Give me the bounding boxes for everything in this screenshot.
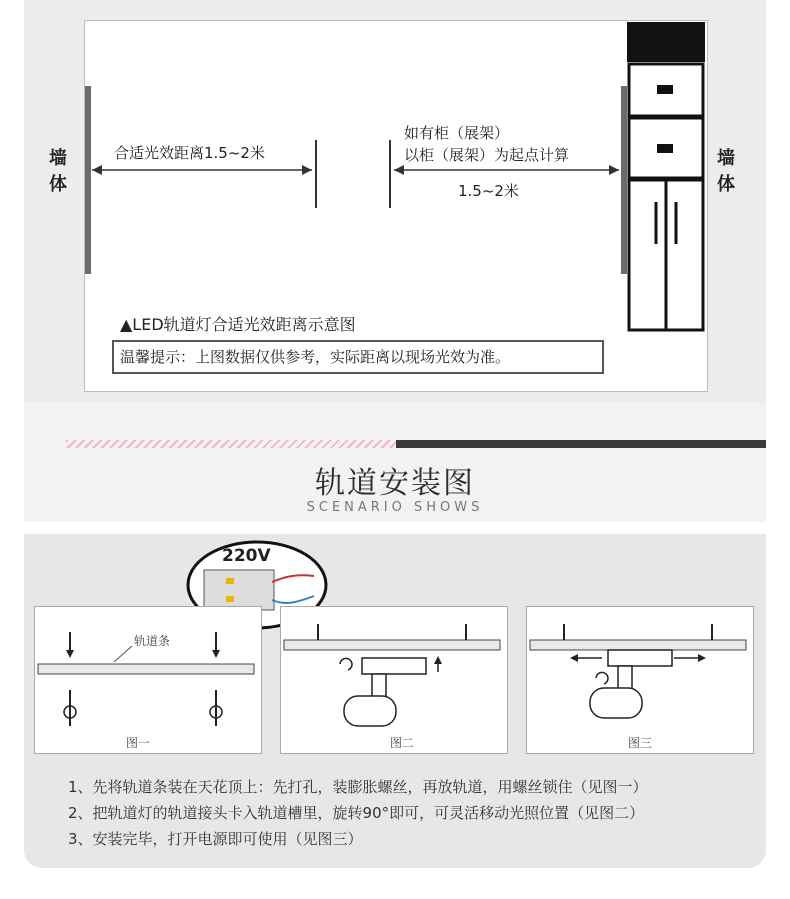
cabinet-note-line1: 如有柜（展架） xyxy=(404,124,510,142)
dark-bar-divider xyxy=(396,440,766,448)
figure-2-caption: 图二 xyxy=(390,736,415,750)
section-title: 轨道安装图 xyxy=(315,466,475,501)
rail-label: 轨道条 xyxy=(134,634,171,648)
section-subtitle: SCENARIO SHOWS xyxy=(306,500,484,515)
step-1: 1、先将轨道条装在天花顶上：先打孔，装膨胀螺丝，再放轨道，用螺丝锁住（见图一） xyxy=(68,778,648,796)
diagram-caption: ▲LED轨道灯合适光效距离示意图 xyxy=(120,315,356,334)
wall-label-right: 墙体 xyxy=(717,148,735,195)
voltage-label: 220V xyxy=(222,546,271,566)
wall-label-left: 墙体 xyxy=(49,148,67,195)
figure-1-illustration xyxy=(34,606,260,752)
pink-stripe-divider xyxy=(66,440,396,448)
figure-2-illustration xyxy=(280,606,506,752)
figure-3-caption: 图三 xyxy=(628,736,653,750)
figure-3-illustration xyxy=(526,606,752,752)
figure-1-caption: 图一 xyxy=(126,736,151,750)
note-text: 温馨提示：上图数据仅供参考，实际距离以现场光效为准。 xyxy=(120,348,511,366)
cabinet-note-line2: 以柜（展架）为起点计算 xyxy=(404,146,570,164)
distance-right-label: 1.5~2米 xyxy=(458,182,519,200)
step-2: 2、把轨道灯的轨道接头卡入轨道槽里，旋转90°即可，可灵活移动光照位置（见图二） xyxy=(68,804,645,822)
step-3: 3、安装完毕，打开电源即可使用（见图三） xyxy=(68,830,363,848)
distance-left-label: 合适光效距离1.5~2米 xyxy=(114,144,265,162)
